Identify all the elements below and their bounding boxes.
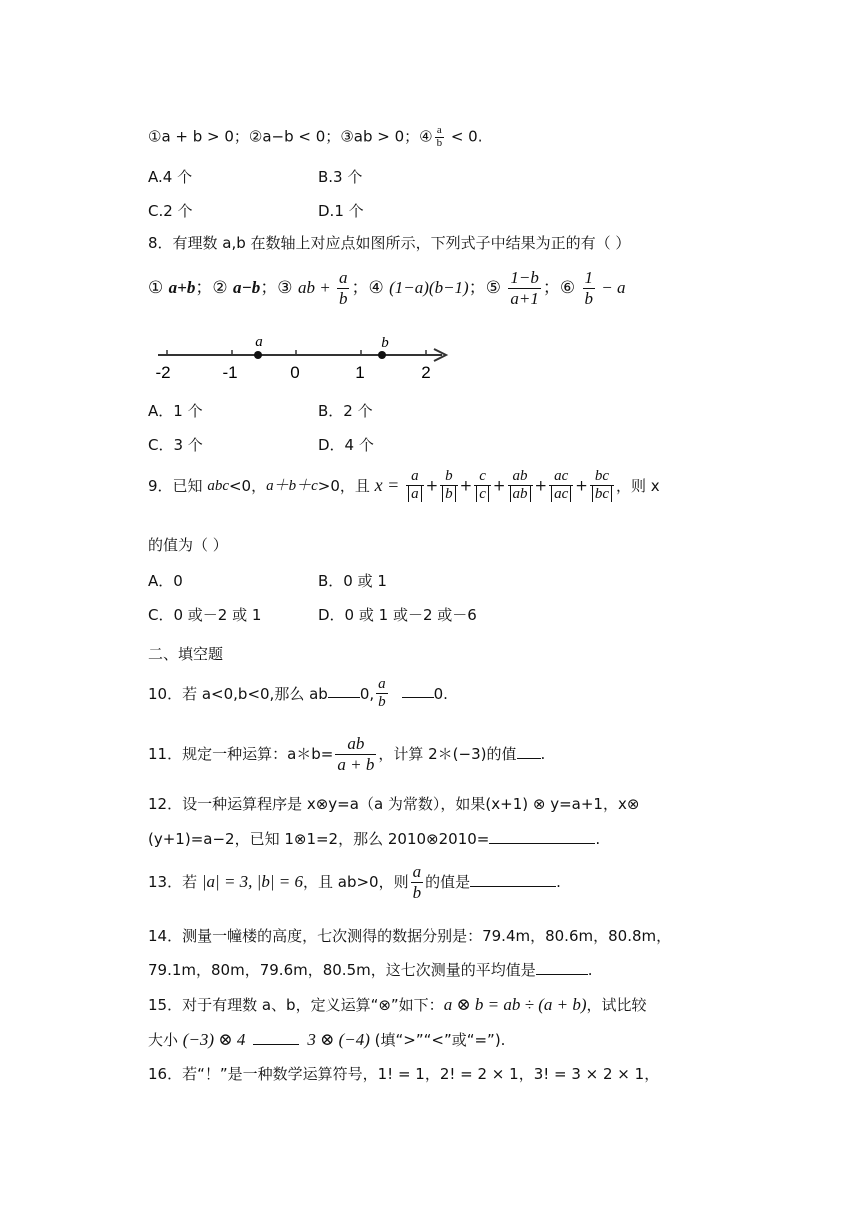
q7-item-4: ④ xyxy=(419,127,433,146)
q13 xyxy=(148,862,561,902)
q12-line2-text: (y+1)=a−2，已知 1⊗1=2，那么 2010⊗2010= xyxy=(148,830,490,848)
q8-sep1: ；② xyxy=(195,278,233,299)
q14-end: . xyxy=(587,961,593,979)
q9-stem: 9．已知 abc<0，a＋b＋c>0，且 x = $\frac{a}{a}$ + $\frac{b}{b}$ + $\frac{c}{c}$ + $\frac{ab}{ab}$ + $\frac{ac}{ac}$ + $\frac{bc}{bc}$ ，则 x xyxy=(148,468,660,503)
q8-option-a: A．1 个 xyxy=(148,402,203,420)
q8-expr1-label: ① xyxy=(148,278,169,299)
q15-right-expr: 3 ⊗ (−4) xyxy=(307,1030,370,1049)
q11 xyxy=(148,734,545,774)
q9-term-c: $\frac{c}{c}$ xyxy=(474,468,491,504)
q12-blank[interactable] xyxy=(489,842,595,844)
point-b-marker xyxy=(378,351,386,359)
q9-option-d: D．0 或 1 或－2 或－6 xyxy=(318,606,477,624)
q10-blank-2[interactable] xyxy=(402,696,434,698)
q15-line1 xyxy=(148,995,647,1015)
q9-suffix: ，则 x xyxy=(616,476,660,495)
q8-expr6-fraction: $\frac{1}{b}$ xyxy=(584,268,593,308)
q13-end: . xyxy=(556,873,561,892)
q11-prefix: 11．规定一种运算：a＊b= xyxy=(148,745,334,764)
number-line-figure xyxy=(150,332,455,384)
tick-label: -1 xyxy=(222,363,238,382)
q15-line2-suffix: (填“>”“<”或“=”). xyxy=(369,1031,506,1049)
q9-stem-line2: 的值为（ ） xyxy=(148,536,228,554)
q14-line2-text: 79.1m，80m，79.6m，80.5m，这七次测量的平均值是 xyxy=(148,961,536,979)
q15-suffix: ，试比较 xyxy=(586,996,647,1014)
q13-fraction: $\frac{a}{b}$ xyxy=(412,862,422,902)
q8-option-d: D．4 个 xyxy=(318,436,374,454)
q12-line1: 12．设一种运算程序是 x⊗y=a（a 为常数），如果(x+1) ⊗ y=a+1，x⊗ xyxy=(148,795,640,813)
tick-label: 1 xyxy=(355,363,365,382)
q7-fraction: $\frac{a}{b}$ xyxy=(436,124,443,149)
section-heading: 二、填空题 xyxy=(148,645,224,663)
q9-prefix: 9．已知 xyxy=(148,476,208,495)
tick-label: 2 xyxy=(421,363,431,382)
q10-prefix: 10．若 a<0,b<0,那么 ab xyxy=(148,684,328,703)
q14-line2 xyxy=(148,961,593,979)
q9-term-ab: $\frac{ab}{ab}$ xyxy=(508,468,533,504)
q12-line2 xyxy=(148,830,600,848)
q7-item-4-tail: < 0. xyxy=(446,127,483,146)
q11-blank[interactable] xyxy=(517,757,541,759)
point-a-marker xyxy=(254,351,262,359)
q7-option-c: C.2 个 xyxy=(148,202,193,220)
q8-sep5: ；⑥ xyxy=(542,278,581,299)
q9-term-a: $\frac{a}{a}$ xyxy=(406,468,424,504)
q9-cond2: a＋b＋c xyxy=(266,477,318,494)
q8-expr1: a+b xyxy=(168,278,196,298)
q8-expr6-tail: − a xyxy=(597,278,626,298)
q15-left-expr: (−3) ⊗ 4 xyxy=(182,1030,246,1049)
point-b-label: b xyxy=(381,335,389,351)
q13-prefix: 13．若 xyxy=(148,873,202,892)
q9-term-ac: $\frac{ac}{ac}$ xyxy=(549,468,573,504)
q9-option-a: A．0 xyxy=(148,572,183,590)
q8-expr3-fraction: $\frac{a}{b}$ xyxy=(338,268,348,308)
q8-sep4: ；⑤ xyxy=(468,278,507,299)
q9-lt: <0， xyxy=(228,476,267,495)
q7-conditions xyxy=(148,125,483,149)
q7-item-1: ①a + b > 0； xyxy=(148,127,249,146)
q8-expr4: (1−a)(b−1) xyxy=(389,278,469,298)
q7-item-3: ③ab > 0； xyxy=(340,127,420,146)
q15-blank[interactable] xyxy=(253,1043,299,1045)
q15-line2-prefix: 大小 xyxy=(148,1031,183,1049)
q15-definition: a ⊗ b = ab ÷ (a + b) xyxy=(443,995,587,1014)
tick-label: -2 xyxy=(155,363,171,382)
q14-line1: 14．测量一幢楼的高度，七次测得的数据分别是：79.4m，80.6m，80.8m， xyxy=(148,927,672,945)
q9-x-equals: x = xyxy=(374,474,400,495)
q8-sep2: ；③ xyxy=(260,278,298,299)
q13-blank[interactable] xyxy=(470,885,556,887)
q8-sep3: ；④ xyxy=(351,278,390,299)
q9-gt: >0，且 xyxy=(317,476,375,495)
tick-label: 0 xyxy=(290,363,300,382)
q9-term-b: $\frac{b}{b}$ xyxy=(440,468,458,504)
q8-expressions xyxy=(148,268,625,308)
q8-expr5-fraction: $\frac{1-b}{a+1}$ xyxy=(510,268,539,308)
q10-mid: 0, xyxy=(359,684,375,703)
q9-cond1: abc xyxy=(207,477,229,494)
q15-line2 xyxy=(148,1030,505,1050)
q16-line1: 16．若“！”是一种数学运算符号，1! = 1，2! = 2 × 1，3! = 3 × 2 × 1， xyxy=(148,1065,660,1083)
q13-mid: ，且 ab>0，则 xyxy=(303,873,409,892)
q13-abs-expr: |a| = 3, |b| = 6 xyxy=(201,871,303,891)
q10-fraction: $\frac{a}{b}$ xyxy=(378,676,386,711)
q11-suffix: ，计算 2＊(−3)的值 xyxy=(378,745,517,764)
q8-expr2: a−b xyxy=(233,278,261,298)
q10 xyxy=(148,676,448,712)
q9-option-c: C．0 或－2 或 1 xyxy=(148,606,262,624)
q9-option-b: B．0 或 1 xyxy=(318,572,387,590)
q11-fraction: $\frac{ab}{a + b}$ xyxy=(337,734,375,774)
q11-end: . xyxy=(540,745,546,764)
q9-term-bc: $\frac{bc}{bc}$ xyxy=(590,468,614,504)
q8-stem: 8．有理数 a,b 在数轴上对应点如图所示，下列式子中结果为正的有（ ） xyxy=(148,234,631,252)
q8-option-c: C．3 个 xyxy=(148,436,203,454)
q12-end: . xyxy=(595,830,601,848)
q7-option-a: A.4 个 xyxy=(148,168,193,186)
q8-expr3: ab + xyxy=(297,278,335,298)
q7-item-2: ②a−b < 0； xyxy=(248,127,341,146)
q8-option-b: B．2 个 xyxy=(318,402,373,420)
q14-blank[interactable] xyxy=(536,973,588,975)
q7-option-d: D.1 个 xyxy=(318,202,364,220)
q7-option-b: B.3 个 xyxy=(318,168,363,186)
q10-blank-1[interactable] xyxy=(328,696,360,698)
q10-suffix: 0. xyxy=(433,684,448,703)
point-a-label: a xyxy=(255,334,263,350)
q13-suffix: 的值是 xyxy=(425,873,471,892)
q15-prefix: 15．对于有理数 a、b，定义运算“⊗”如下： xyxy=(148,996,444,1014)
